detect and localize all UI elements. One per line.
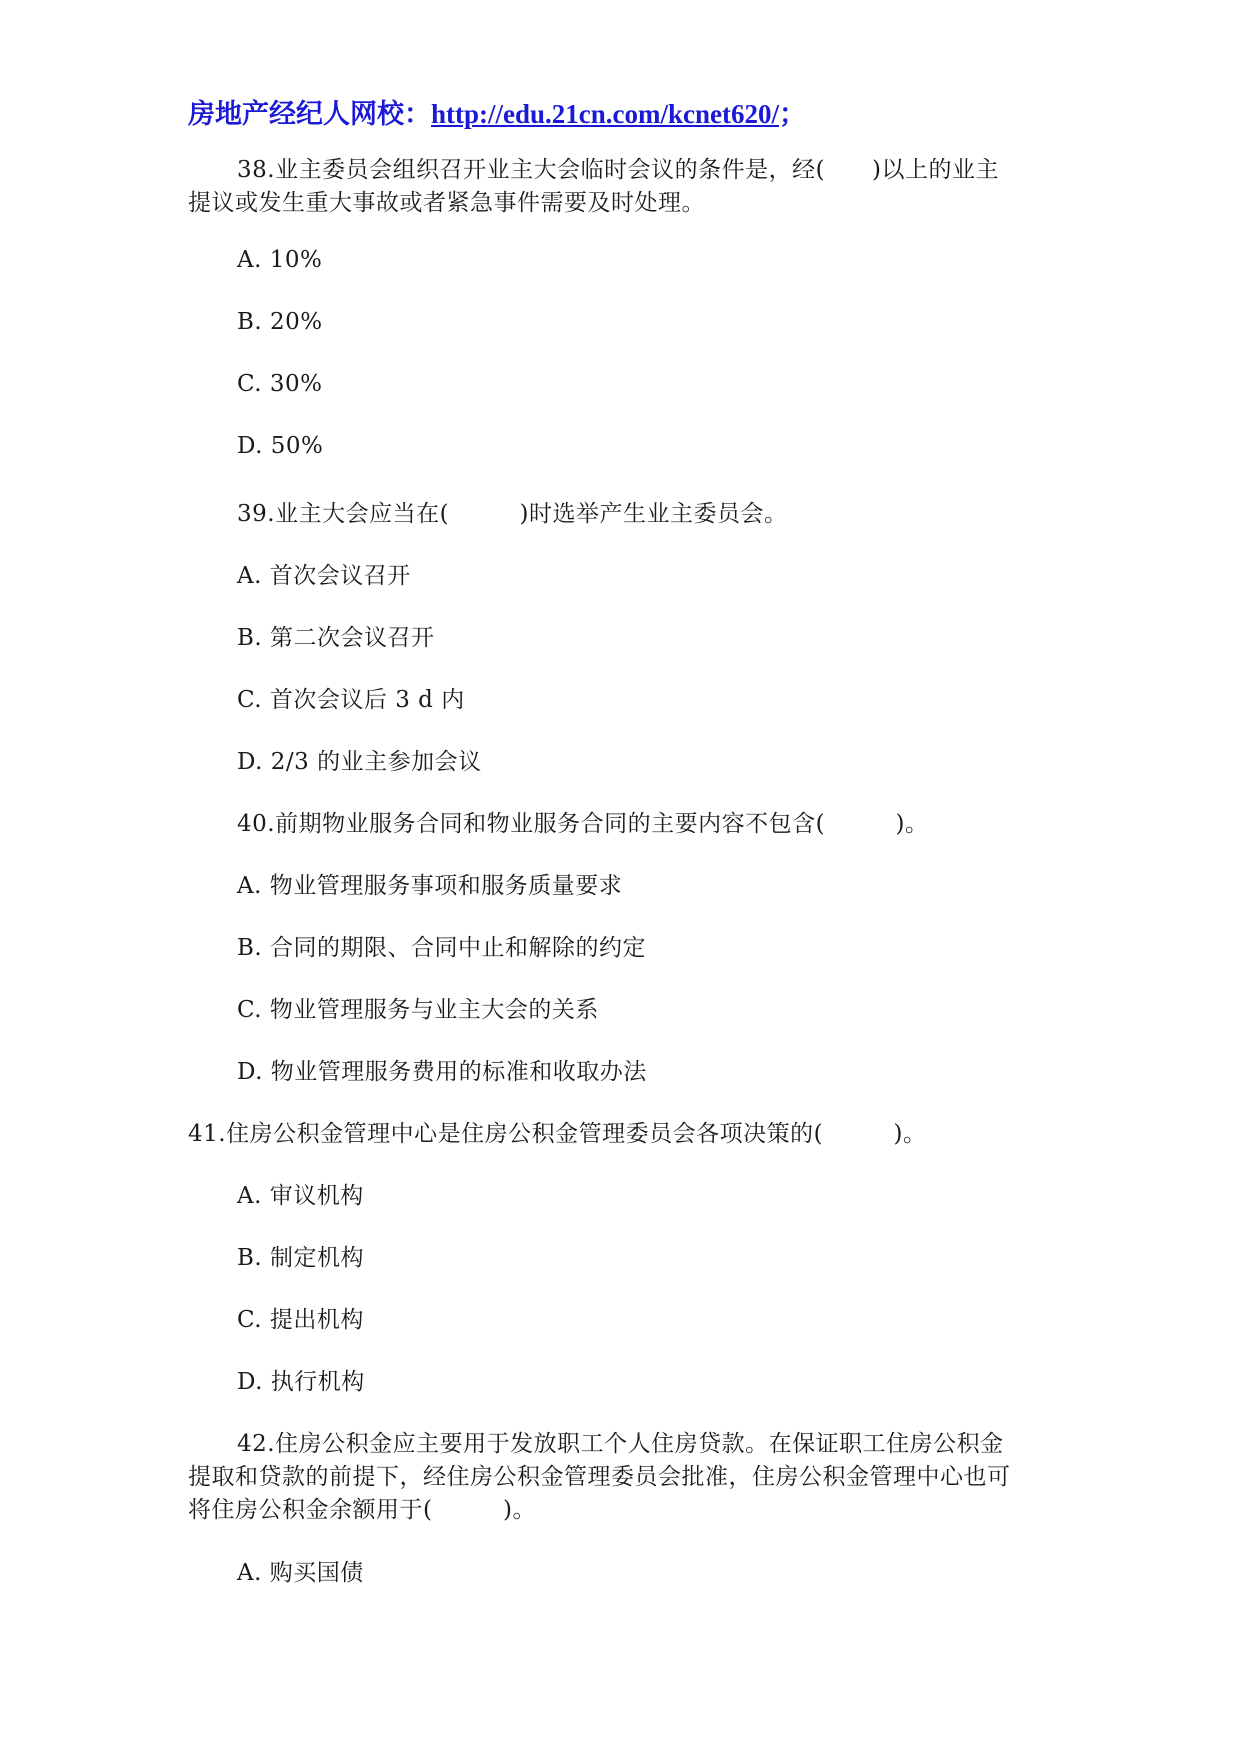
question-42-line-3: 将住房公积金余额用于( )。 bbox=[188, 1497, 536, 1523]
question-42-line-1: 42.住房公积金应主要用于发放职工个人住房贷款。在保证职工住房公积金 bbox=[237, 1431, 1004, 1457]
question-41-option-a: A. 审议机构 bbox=[237, 1183, 364, 1209]
question-38-option-a: A. 10% bbox=[237, 247, 323, 273]
question-40-option-c: C. 物业管理服务与业主大会的关系 bbox=[237, 997, 599, 1023]
header-label: 房地产经纪人网校： bbox=[188, 99, 431, 130]
question-40-option-b: B. 合同的期限、合同中止和解除的约定 bbox=[237, 935, 647, 961]
question-41-line-1: 41.住房公积金管理中心是住房公积金管理委员会各项决策的( )。 bbox=[188, 1121, 927, 1147]
page-header bbox=[188, 92, 806, 131]
question-38-line-1: 38.业主委员会组织召开业主大会临时会议的条件是，经( )以上的业主 bbox=[237, 157, 1000, 183]
question-39-line-1: 39.业主大会应当在( )时选举产生业主委员会。 bbox=[237, 501, 788, 527]
header-suffix: ； bbox=[779, 99, 806, 130]
question-42-line-2: 提取和贷款的前提下，经住房公积金管理委员会批准，住房公积金管理中心也可 bbox=[188, 1464, 1011, 1490]
question-41-option-b: B. 制定机构 bbox=[237, 1245, 365, 1271]
question-38-option-c: C. 30% bbox=[237, 371, 323, 397]
question-40-option-a: A. 物业管理服务事项和服务质量要求 bbox=[237, 873, 623, 899]
question-39-option-d: D. 2/3 的业主参加会议 bbox=[237, 749, 482, 775]
question-39-option-b: B. 第二次会议召开 bbox=[237, 625, 435, 651]
question-40-option-d: D. 物业管理服务费用的标准和收取办法 bbox=[237, 1059, 647, 1085]
question-39-option-a: A. 首次会议召开 bbox=[237, 563, 411, 589]
question-41-option-d: D. 执行机构 bbox=[237, 1369, 365, 1395]
question-40-line-1: 40.前期物业服务合同和物业服务合同的主要内容不包含( )。 bbox=[237, 811, 929, 837]
header-link[interactable]: http://edu.21cn.com/kcnet620/ bbox=[431, 99, 779, 129]
question-38-option-b: B. 20% bbox=[237, 309, 323, 335]
question-41-option-c: C. 提出机构 bbox=[237, 1307, 364, 1333]
question-42-option-a: A. 购买国债 bbox=[237, 1560, 364, 1586]
question-38-line-2: 提议或发生重大事故或者紧急事件需要及时处理。 bbox=[188, 190, 705, 216]
question-38-option-d: D. 50% bbox=[237, 433, 324, 459]
question-39-option-c: C. 首次会议后 3 d 内 bbox=[237, 687, 465, 713]
